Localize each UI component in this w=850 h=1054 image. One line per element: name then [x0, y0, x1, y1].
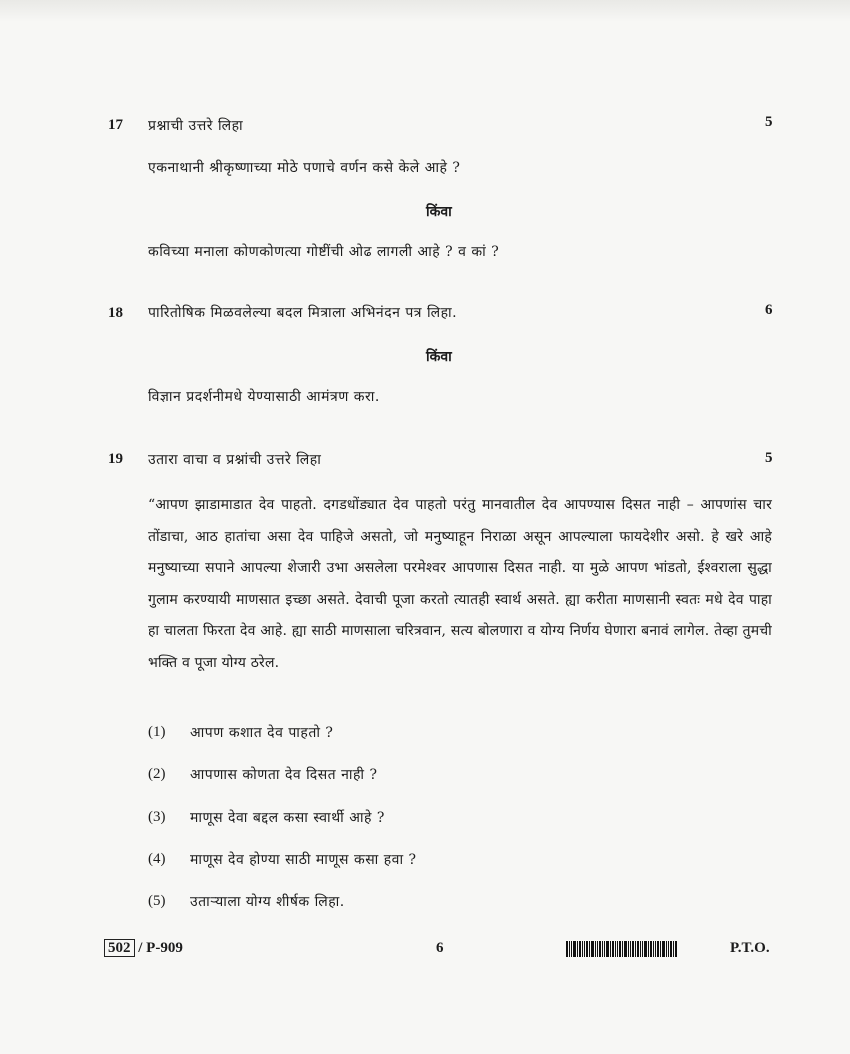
question-19-passage: “आपण झाडामाडात देव पाहतो. दगडधोंड्यात देव पाहतो परंतु मानवातील देव आपण्यास दिसत नाही – आपणांस चार तोंडाचा, आठ हातांचा असा देव पाहिजे असतो, जो मनुष्याहून निराळा असून आपल्याला फायदेशीर असो. हे खरे आहे मनुष्याच्या सपाने आपल्या शेजारी उभा असलेला परमेश्वर आपणास दिसत नाही. या मुळे आपण भांडतो, ईश्वराला सुद्धा गुलाम करण्यायी माणसात इच्छा असते. देवाची पूजा करतो त्यातही स्वार्थ असते. ह्या करीता माणसानी स्वतः मधे देव पाहा हा चालता फिरता देव आहे. ह्या साठी माणसाला चरित्रवान, सत्य बोलणारा व योग्य निर्णय घेणारा बनावं लागेल. तेव्हा तुमची भक्ति व पूजा योग्य ठरेल. [148, 497, 772, 671]
question-18-number: 18 [108, 305, 123, 321]
question-18-or: किंवा [426, 349, 452, 365]
subquestion-number: (5) [148, 893, 166, 909]
question-17-marks: 5 [765, 114, 773, 130]
subquestion-text: उताऱ्याला योग्य शीर्षक लिहा. [190, 894, 345, 910]
subquestion-number: (1) [148, 724, 166, 740]
scan-shadow [0, 0, 850, 22]
subquestion-number: (4) [148, 851, 166, 867]
subquestion-text: आपण कशात देव पाहतो ? [190, 725, 334, 741]
barcode-icon [566, 941, 678, 957]
question-17-number: 17 [108, 117, 123, 133]
page-number: 6 [436, 940, 444, 956]
subquestion-text: आपणास कोणता देव दिसत नाही ? [190, 767, 378, 783]
subquestion-text: माणूस देवा बद्दल कसा स्वार्थी आहे ? [190, 810, 385, 826]
footer-code [104, 940, 183, 957]
paper-code-box: 502 [104, 939, 135, 957]
subquestion-number: (2) [148, 766, 166, 782]
subquestion-number: (3) [148, 809, 166, 825]
question-18-option-2: विज्ञान प्रदर्शनीमधे येण्यासाठी आमंत्रण करा. [148, 389, 380, 405]
subquestion-text: माणूस देव होण्या साठी माणूस कसा हवा ? [190, 852, 417, 868]
question-19-marks: 5 [765, 450, 773, 466]
question-17-or: किंवा [426, 204, 452, 220]
question-17-option-2: कविच्या मनाला कोणकोणत्या गोष्टींची ओढ लागली आहे ? व कां ? [148, 244, 500, 260]
question-19-title: उतारा वाचा व प्रश्नांची उत्तरे लिहा [148, 452, 322, 468]
question-17-option-1: एकनाथानी श्रीकृष्णाच्या मोठे पणाचे वर्णन कसे केले आहे ? [148, 160, 461, 176]
paper-number: / P-909 [138, 940, 183, 956]
pto-label: P.T.O. [730, 940, 770, 956]
question-17-title: प्रश्नाची उत्तरे लिहा [148, 118, 244, 134]
question-19-number: 19 [108, 451, 123, 467]
question-18-marks: 6 [765, 302, 773, 318]
question-18-title: पारितोषिक मिळवलेल्या बदल मित्राला अभिनंदन पत्र लिहा. [148, 305, 458, 321]
